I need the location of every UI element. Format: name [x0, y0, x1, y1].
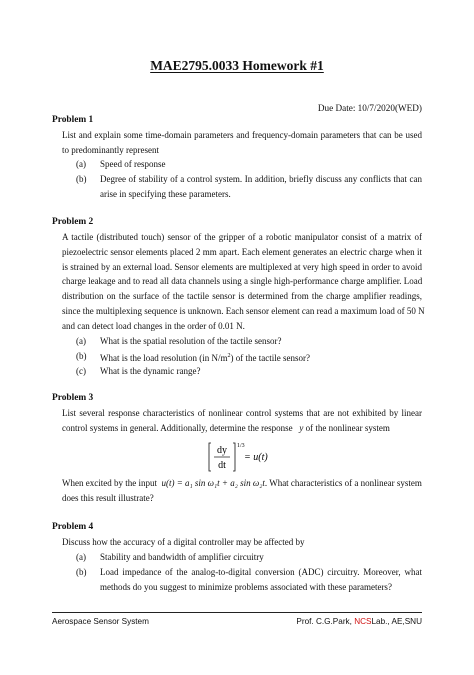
problem-1-heading: Problem 1	[52, 115, 94, 125]
left-bracket	[209, 443, 211, 471]
equation-exponent: 1/3	[237, 443, 245, 449]
problem-3-heading: Problem 3	[52, 393, 94, 403]
footer-author: Prof. C.G.Park, NCSLab., AE,SNU	[296, 617, 422, 626]
footer-divider	[52, 612, 422, 613]
problem-2-text: A tactile (distributed touch) sensor of the gripper of a robotic manipulator consist of a matrix of piezoelectric sensor elements placed 2 mm apart. Each element generates an electric charge when it is strained by an external load. Sensor elements are multiplexed at very high speed in order to avoid charge leakage and to read all data channels using a single high-performance charge amplifier. Load distribution on the surface of the tactile sensor is determined from the charge amplifier readings, since the multiplexing sequence is unknown. Each sensor element can read a maximum load of 50 N and can detect load changes in the order of 0.01 N.	[62, 232, 425, 331]
due-date: Due Date: 10/7/2020(WED)	[317, 103, 422, 113]
right-bracket	[233, 443, 235, 471]
input-equation: u(t) = a₁ sin ω₁t + a₂ sin ω₂t	[161, 478, 265, 488]
document-page: MAE2795.0033 Homework #1 Due Date: 10/7/2020(WED) Problem 1 List and explain some time-domain parameters and frequency-domain parameters that can be used to predominantly represent (a) Speed of response (b) Degree of stability of a control system. In addition, briefly discuss any conflicts that can arise in specifying these parameters. Problem 2 A tactile (distributed touch) sensor of the gripper of a robotic manipulator consist of a matrix of piezoelectric sensor elements placed 2 mm apart. Each element generates an electric charge when it is strained by an external load. Sensor elements are multiplexed at very high speed in order to avoid charge leakage and to read all data channels using a single high-performance charge amplifier. Load distribution on the surface of the tactile sensor is determined from the charge amplifier readings, since the multiplexing sequence is unknown. Each sensor element can read a maximum load of 50 N and can detect load changes in the order of 0.01 N. (a) What is the spatial resolution of the tactile sensor? (b) What is the load resolution (in $N/m^2$) of the tactile sensor? (c) What is the dynamic range? Problem 3 List several response characteristics of nonlinear control systems that are not exhibited by linear control systems in general. Additionally, determine the response y of the nonlinear system dy dt 1/3 = u(t) When excited by the input u(t) = a₁ sin ω₁t + a₂ sin ω₂t. What characteristics of a nonlinear system does this result illustrate? Problem 4 Discuss how the accuracy of a digital controller may be affected by (a) Stability and bandwidth of amplifier circuitry (b) Load impedance of the analog-to-digital conversion (ADC) circuitry. Moreover, what methods do you suggest to minimize problems associated with these parameters? Aerospace Sensor System Prof. C.G.Park, NCSLab., AE,SNU	[0, 0, 474, 675]
problem-4-text: Discuss how the accuracy of a digital controller may be affected by	[62, 537, 305, 547]
nonlinear-system-equation	[207, 440, 287, 474]
problem-4-heading: Problem 4	[52, 522, 94, 532]
problem-2-heading: Problem 2	[52, 217, 94, 227]
footer-lab-accent: NCS	[354, 617, 372, 626]
equation-numerator: dy	[217, 445, 227, 456]
page-title: MAE2795.0033 Homework #1	[150, 58, 324, 73]
problem-3-text: List several response characteristics of nonlinear control systems that are not exhibited by linear control systems in general. Additionally, determine the response y of the nonlinear system	[62, 408, 422, 433]
footer-course: Aerospace Sensor System	[52, 617, 149, 626]
problem-1-text: List and explain some time-domain parameters and frequency-domain parameters that can be used to predominantly represent	[62, 130, 422, 155]
problem-3-input-text: When excited by the input u(t) = a₁ sin ω₁t + a₂ sin ω₂t. What characteristics of a nonlinear system does this result illustrate?	[62, 478, 422, 503]
equation-denominator: dt	[218, 460, 226, 471]
equation-rhs: = u(t)	[244, 452, 268, 463]
